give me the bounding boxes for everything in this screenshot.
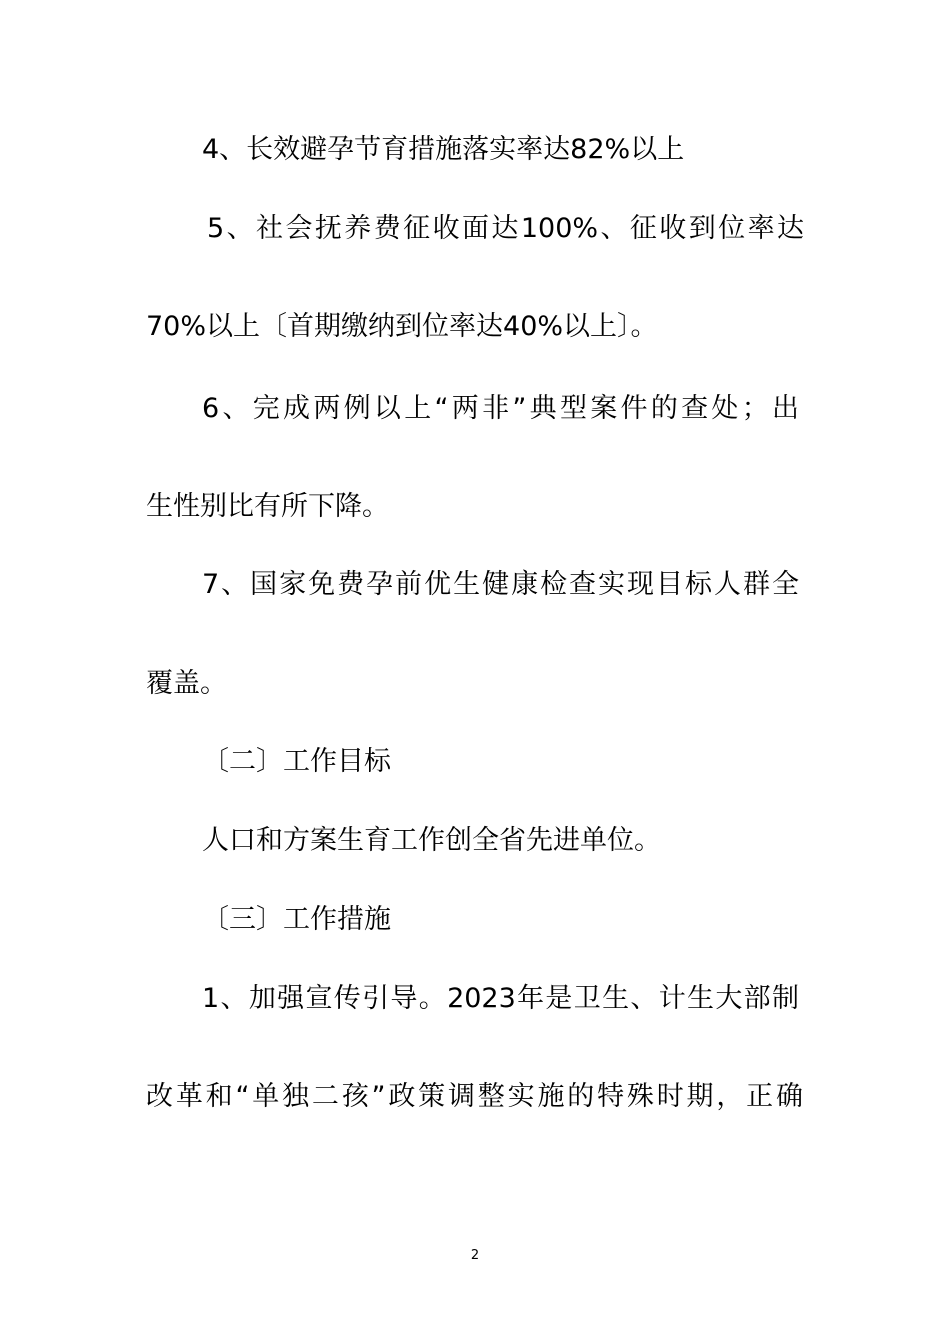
section-heading-work-goal: 〔二〕工作目标 <box>202 746 391 777</box>
item-5-text-line-2: 70%以上〔首期缴纳到位率达40%以上〕。 <box>146 311 658 342</box>
section-heading-work-measures: 〔三〕工作措施 <box>202 904 391 935</box>
item-6-text-line-2: 生性别比有所下降。 <box>146 491 389 522</box>
item-7-text-line-1: 7、国家免费孕前优生健康检查实现目标人群全 <box>202 569 799 600</box>
item-6-text-line-1: 6、完成两例以上“两非”典型案件的查处；出 <box>202 393 799 424</box>
item-5-text-line-1: 5、社会抚养费征收面达100%、征收到位率达 <box>207 213 804 244</box>
measure-1-text-line-1: 1、加强宣传引导。2023年是卫生、计生大部制 <box>202 983 799 1014</box>
work-goal-text: 人口和方案生育工作创全省先进单位。 <box>202 825 661 856</box>
item-7-text-line-2: 覆盖。 <box>146 668 227 699</box>
measure-1-text-line-2: 改革和“单独二孩”政策调整实施的特殊时期，正确 <box>146 1081 803 1112</box>
item-4-text: 4、长效避孕节育措施落实率达82%以上 <box>202 134 685 165</box>
page-number: 2 <box>470 1248 480 1263</box>
